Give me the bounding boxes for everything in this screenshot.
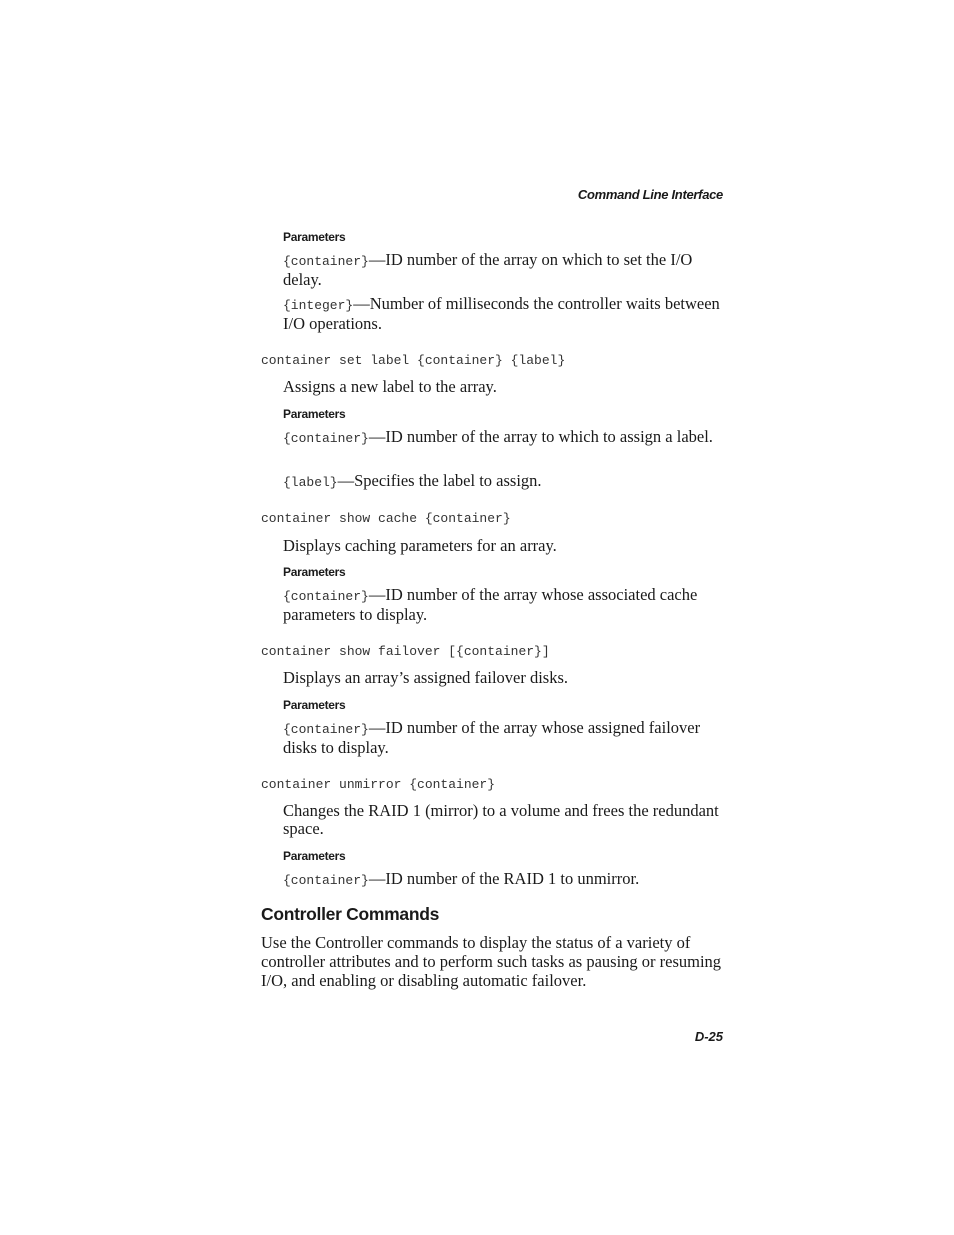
param-description: —Specifies the label to assign. — [337, 471, 542, 490]
parameter-container — [283, 586, 723, 624]
parameter-container — [283, 719, 723, 757]
param-description: —ID number of the array whose assigned failover disks to display. — [283, 718, 701, 757]
param-code: {container} — [283, 589, 369, 604]
command-description: Displays caching parameters for an array. — [283, 536, 557, 555]
param-description: —ID number of the RAID 1 to unmirror. — [368, 869, 640, 888]
parameter-container — [283, 870, 723, 890]
param-code: {integer} — [283, 298, 354, 313]
parameter-container — [283, 428, 723, 448]
param-description: —Number of milliseconds the controller waits between I/O operations. — [283, 294, 720, 333]
param-description: —ID number of the array on which to set the I/O delay. — [283, 250, 693, 289]
parameters-heading: Parameters — [283, 230, 346, 244]
parameters-heading: Parameters — [283, 849, 346, 863]
command-description: Assigns a new label to the array. — [283, 377, 497, 396]
param-code: {container} — [283, 873, 369, 888]
parameter-integer — [283, 295, 723, 333]
param-code: {container} — [283, 722, 369, 737]
parameters-heading: Parameters — [283, 565, 346, 579]
command-unmirror: container unmirror {container} — [261, 777, 496, 792]
param-code: {container} — [283, 254, 369, 269]
parameters-heading: Parameters — [283, 698, 346, 712]
parameters-heading: Parameters — [283, 407, 346, 421]
parameter-label — [283, 472, 723, 492]
param-code: {container} — [283, 431, 369, 446]
param-code: {label} — [283, 475, 338, 490]
command-set-label: container set label {container} {label} — [261, 353, 566, 368]
running-header: Command Line Interface — [577, 187, 723, 202]
section-paragraph: Use the Controller commands to display the status of a variety of controller attributes and to perform such tasks as pausing or resuming I/O, and enabling or disabling automatic failover. — [261, 933, 722, 990]
command-description: Changes the RAID 1 (mirror) to a volume and frees the redundant space. — [283, 801, 719, 838]
page-number: D-25 — [694, 1029, 723, 1044]
param-description: —ID number of the array to which to assign a label. — [368, 427, 713, 446]
param-description: —ID number of the array whose associated cache parameters to display. — [283, 585, 698, 624]
command-show-failover: container show failover [{container}] — [261, 644, 550, 659]
parameter-container — [283, 251, 723, 289]
command-show-cache: container show cache {container} — [261, 511, 511, 526]
section-heading: Controller Commands — [261, 904, 440, 924]
command-description: Displays an array’s assigned failover disks. — [283, 668, 569, 687]
